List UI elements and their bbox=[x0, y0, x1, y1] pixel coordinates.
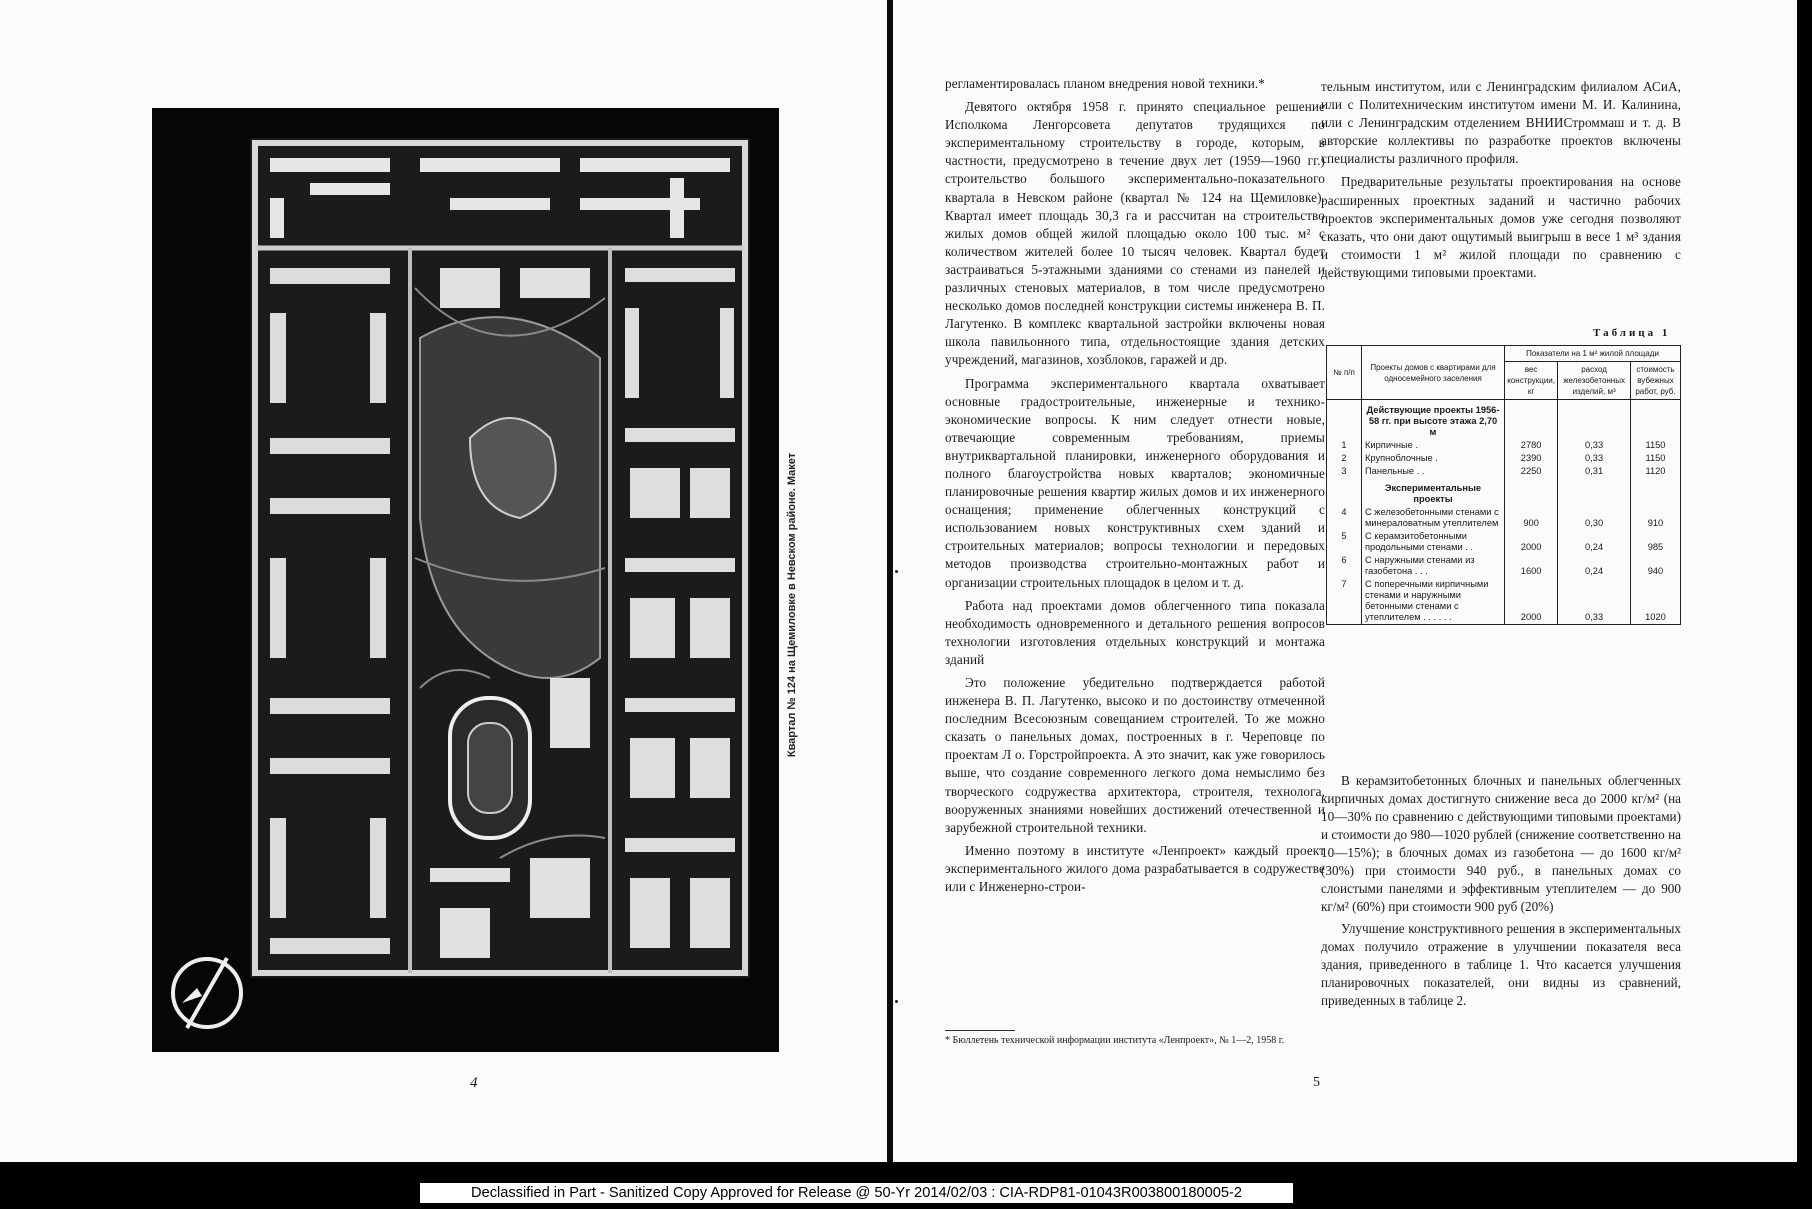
table-row: 7 С поперечными кирпичными стенами и наружными бетонными стенами с утеплителем . . . . . . 2000 0,33 1020 bbox=[1327, 578, 1681, 625]
table-row: 1 Кирпичные . 2780 0,33 1150 bbox=[1327, 439, 1681, 452]
paragraph: Именно поэтому в институте «Ленпроект» каждый проект экспериментального жилого дома разрабатывается в содружестве или с Инженерно-строи- bbox=[945, 842, 1325, 895]
table-row: 2 Крупноблочные . 2390 0,33 1150 bbox=[1327, 452, 1681, 465]
scan-speck bbox=[895, 570, 898, 573]
photo-caption-text: Квартал № 124 на Щемиловке в Невском районе. Макет bbox=[786, 452, 798, 758]
group-heading-current: Действующие проекты 1956-58 гг. при высоте этажа 2,70 м bbox=[1362, 400, 1505, 440]
paragraph: регламентировалась планом внедрения новой техники.* bbox=[945, 76, 1265, 91]
table-row: 4 С железобетонными стенами с минераловатным утеплителем 900 0,30 910 bbox=[1327, 506, 1681, 530]
paragraph: Улучшение конструктивного решения в экспериментальных домах получило отражение в улучшении показателя веса здания, приведенного в таблице 1. Что касается улучшения планировочных показателей, они видны из сравнений, приведенных в таблице 2. bbox=[1321, 921, 1681, 1008]
header-project: Проекты домов с квартирами для односемейного заселения bbox=[1362, 346, 1505, 400]
site-plan-model-image bbox=[250, 138, 750, 978]
paragraph: тельным институтом, или с Ленинградским филиалом АСиА, или с Политехническим институтом имени М. И. Калинина, или с Ленинградским отделением ВНИИСтроммаш и т. д. В авторские коллективы по разработке проектов включены специалисты различного профиля. bbox=[1321, 79, 1681, 167]
footnote: * Бюллетень технической информации института «Ленпроект», № 1—2, 1958 г. bbox=[945, 1035, 1285, 1046]
text-column-1 bbox=[945, 75, 1325, 901]
paragraph: Предварительные результаты проектирования на основе расширенных проектных заданий и частично рабочих проектов экспериментальных домов уже сегодня позволяют сказать, что они дают ощутимый выигрыш в весе 1 м³ здания и стоимости 1 м² жилой площади по сравнению с действующими типовыми проектами. bbox=[1321, 174, 1681, 280]
group-heading-experimental: Экспериментальные проекты bbox=[1362, 478, 1505, 506]
right-page bbox=[893, 0, 1797, 1162]
table-row: 5 С керамзитобетонными продольными стенами . . 2000 0,24 985 bbox=[1327, 530, 1681, 554]
paragraph: Девятого октября 1958 г. принято специальное решение Исполкома Ленгорсовета депутатов трудящихся по экспериментальному строительству в городе, которым, в частности, предусмотрено в течение двух лет (1959—1960 гг.) строительство большого экспериментально-показательного квартала в Невском районе (квартал № 124 на Щемиловке). Квартал имеет площадь 30,3 га и рассчитан на строительство жилых домов общей жилой площадью около 100 тыс. м² с количеством жителей более 10 тысяч человек. Квартал будет застраиваться 5-этажными зданиями со стенами из панелей и различных стеновых материалов, в том числе предусмотрено несколько домов последней конструкции системы инженера В. П. Лагутенко. В комплекс квартальной застройки включены новая школа павильонного типа, отдельностоящие здания детских учреждений, магазинов, хозблоков, гаражей и др. bbox=[945, 99, 1325, 368]
left-page bbox=[0, 0, 887, 1162]
page-number-left: 4 bbox=[470, 1075, 478, 1091]
site-plan-photo bbox=[152, 108, 779, 1052]
table-row: 3 Панельные . . 2250 0,31 1120 bbox=[1327, 465, 1681, 478]
text-column-2-bottom bbox=[1321, 772, 1681, 1014]
header-material: расход железобетонных изделий, м³ bbox=[1558, 362, 1631, 400]
paragraph: Это положение убедительно подтверждается работой инженера В. П. Лагутенко, высоко и по достоинству отмеченной последним Всесоюзным совещанием строителей. То же можно сказать о панельных домах, построенных в г. Череповце по проектам Л о. Горстройпроекта. А это значит, как уже говорилось выше, что создание современного легкого дома немыслимо без творческого содружества архитектора, строителя, технолога, вооруженных знаниями новейших достижений отечественной и зарубежной строительной техники. bbox=[945, 675, 1325, 835]
header-indicators: Показатели на 1 м² жилой площади bbox=[1505, 346, 1681, 362]
photo-caption bbox=[777, 410, 807, 800]
north-arrow-icon bbox=[162, 948, 252, 1038]
table-1 bbox=[1326, 345, 1681, 625]
paragraph: Программа экспериментального квартала охватывает основные градостроительные, инженерные и технико-экономические вопросы. К ним следует отнести новые, отвечающие современным требованиям, приемы внутриквартальной планировки, инженерного оборудования и полного благоустройства новых кварталов; экономичные планировочные решения квартир жилых домов и их инженерного оснащения; применение облегченных конструкций с использованием новых конструктивных схем зданий и строительных материалов; вопросы технологии и передовых методов производства строительно-монтажных работ и организации строительных площадок в целом и т. д. bbox=[945, 375, 1325, 590]
header-weight: вес конструкции, кг bbox=[1505, 362, 1558, 400]
header-cost: стоимость вубежных работ, руб. bbox=[1630, 362, 1680, 400]
table-row: 6 С наружными стенами из газобетона . . . 1600 0,24 940 bbox=[1327, 554, 1681, 578]
paragraph: В керамзитобетонных блочных и панельных облегченных кирпичных домах достигнуто снижение веса до 2000 кг/м² (на 10—30% по сравнению с действующими типовыми проектами) и стоимости до 980—1020 рублей (снижение соответственно на 10—15%); в блочных домах из газобетона — до 1600 кг/м² (30%) при стоимости 940 руб., в панельных домах со слоистыми панелями и эффективным утеплителем — до 900 кг/м² (60%) при стоимости 900 руб (20%) bbox=[1321, 773, 1681, 914]
paragraph: Работа над проектами домов облегченного типа показала необходимость одновременного и детального решения вопросов технологии изготовления отдельных конструкций и монтажа зданий bbox=[945, 597, 1325, 667]
scan-speck bbox=[895, 1000, 898, 1003]
table-title: Таблица 1 bbox=[1593, 327, 1671, 339]
text-column-2 bbox=[1321, 78, 1681, 287]
page-number-right: 5 bbox=[1313, 1075, 1320, 1090]
declassification-stamp: Declassified in Part - Sanitized Copy Approved for Release @ 50-Yr 2014/02/03 : CIA-RDP81-01043R003800180005-2 bbox=[420, 1183, 1293, 1203]
footnote-rule bbox=[945, 1030, 1015, 1031]
header-num: № п/п bbox=[1327, 346, 1362, 400]
